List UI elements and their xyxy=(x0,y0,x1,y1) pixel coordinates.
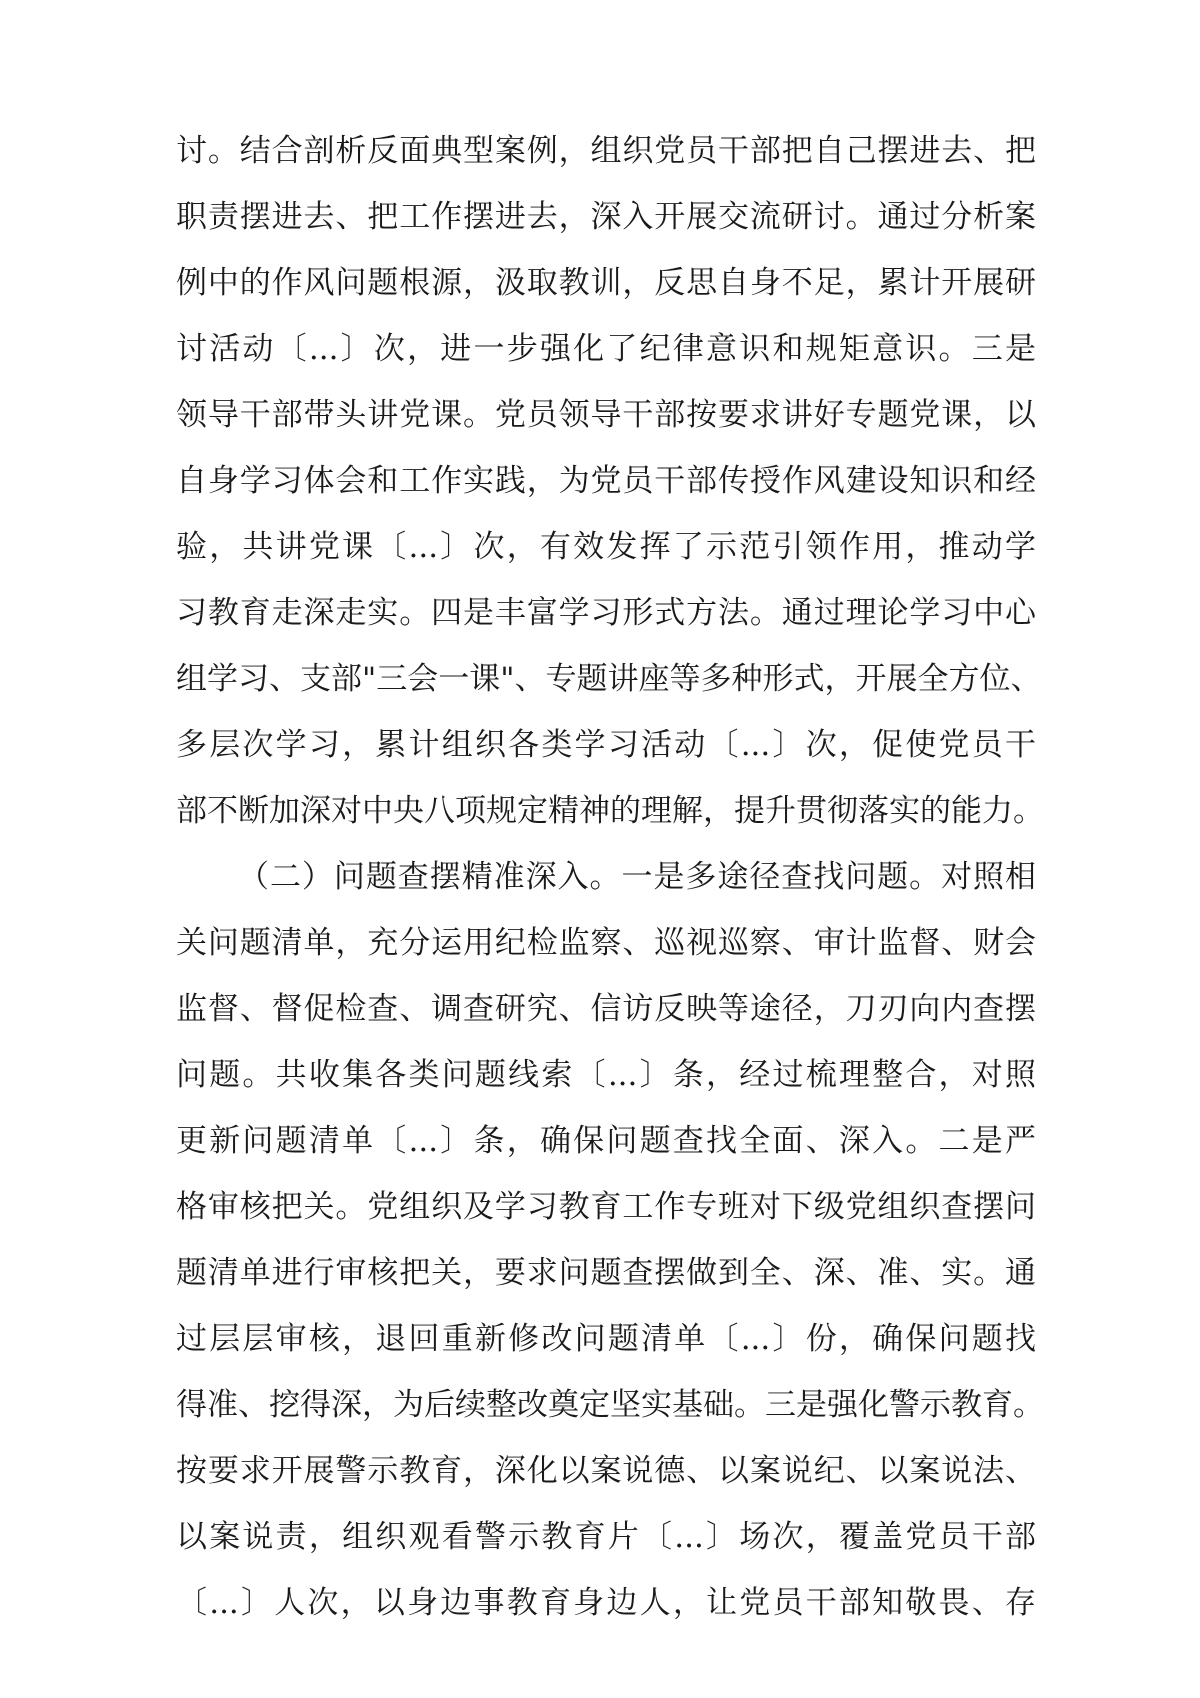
text-line: 格审核把关。党组织及学习教育工作专班对下级党组织查摆问 xyxy=(176,1189,1036,1225)
text-line: 过层层审核，退回重新修改问题清单〔...〕份，确保问题找 xyxy=(176,1321,1036,1357)
body-text xyxy=(176,118,1044,1636)
text-line: 自身学习体会和工作实践，为党员干部传授作风建设知识和经 xyxy=(176,463,1036,499)
text-line: 组学习、支部"三会一课"、专题讲座等多种形式，开展全方位、 xyxy=(176,661,1042,697)
text-line: 更新问题清单〔...〕条，确保问题查找全面、深入。二是严 xyxy=(176,1123,1036,1159)
text-line: 验，共讲党课〔...〕次，有效发挥了示范引领作用，推动学 xyxy=(176,529,1036,565)
section-heading-line: （二）问题查摆精准深入。一是多途径查找问题。对照相 xyxy=(238,859,1036,895)
text-line: 得准、挖得深，为后续整改奠定坚实基础。三是强化警示教育。 xyxy=(176,1387,1044,1423)
text-line: 例中的作风问题根源，汲取教训，反思自身不足，累计开展研 xyxy=(176,265,1036,301)
text-line: 部不断加深对中央八项规定精神的理解，提升贯彻落实的能力。 xyxy=(176,793,1044,829)
text-line: 职责摆进去、把工作摆进去，深入开展交流研讨。通过分析案 xyxy=(176,199,1036,235)
text-line: 题清单进行审核把关，要求问题查摆做到全、深、准、实。通 xyxy=(176,1255,1036,1291)
text-line: 多层次学习，累计组织各类学习活动〔...〕次，促使党员干 xyxy=(176,727,1036,763)
text-line: 习教育走深走实。四是丰富学习形式方法。通过理论学习中心 xyxy=(176,595,1036,631)
text-line: 按要求开展警示教育，深化以案说德、以案说纪、以案说法、 xyxy=(176,1453,1036,1489)
text-line: 关问题清单，充分运用纪检监察、巡视巡察、审计监督、财会 xyxy=(176,925,1036,961)
text-line: 以案说责，组织观看警示教育片〔...〕场次，覆盖党员干部 xyxy=(176,1519,1036,1555)
text-line: 问题。共收集各类问题线索〔...〕条，经过梳理整合，对照 xyxy=(176,1057,1036,1093)
text-line: 讨。结合剖析反面典型案例，组织党员干部把自己摆进去、把 xyxy=(176,133,1036,169)
text-line: 讨活动〔...〕次，进一步强化了纪律意识和规矩意识。三是 xyxy=(176,331,1036,367)
text-line: 〔...〕人次，以身边事教育身边人，让党员干部知敬畏、存 xyxy=(176,1585,1036,1621)
text-line: 监督、督促检查、调查研究、信访反映等途径，刀刃向内查摆 xyxy=(176,991,1036,1027)
text-line: 领导干部带头讲党课。党员领导干部按要求讲好专题党课，以 xyxy=(176,397,1036,433)
